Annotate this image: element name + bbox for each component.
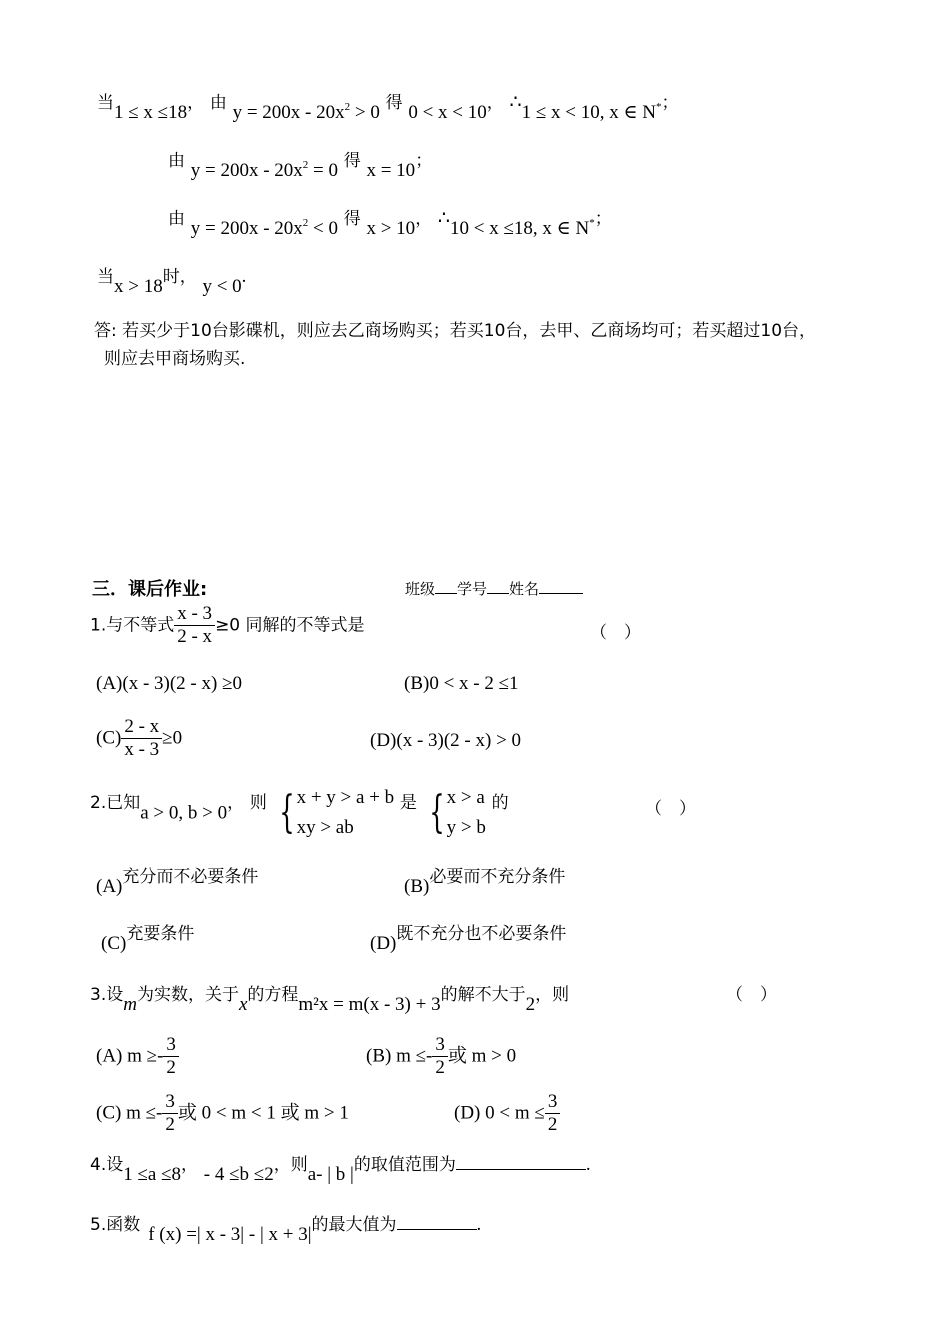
- section-header: [92, 575, 207, 601]
- math: a > 0, b > 0: [140, 802, 228, 824]
- q2-option-b[interactable]: (B)必要而不充分条件: [404, 867, 566, 897]
- math: a- | b |: [307, 1164, 354, 1185]
- id-label: 学号: [457, 580, 488, 598]
- question-3-paren[interactable]: （ ）: [726, 985, 777, 1005]
- text: .: [476, 1214, 482, 1235]
- text: 由: [209, 93, 227, 113]
- solution-line-4: [97, 262, 247, 297]
- text: 5.函数: [90, 1215, 141, 1235]
- text: ；: [415, 151, 433, 171]
- therefore-symbol: ∴: [437, 208, 451, 229]
- answer-line-2: 则应去甲商场购买.: [104, 349, 246, 369]
- math: x > 18: [114, 276, 163, 297]
- text: 当: [97, 93, 114, 113]
- question-1: [90, 603, 365, 648]
- section-title: 三．课后作业:: [92, 579, 208, 600]
- q2-option-c[interactable]: (C)充要条件: [101, 924, 195, 954]
- text: 3.设: [90, 985, 124, 1005]
- text: 4.设: [90, 1155, 124, 1175]
- question-5: [90, 1210, 482, 1245]
- student-info: [405, 578, 583, 599]
- math: 1 ≤ x ≤18: [114, 102, 188, 123]
- text: ，: [227, 793, 245, 814]
- text: 由: [168, 209, 185, 229]
- text: 得: [343, 151, 361, 171]
- q3-option-c[interactable]: (C) m ≤- $\frac{3}{2}$ 或 0 < m < 1 或 m > 1: [96, 1091, 349, 1135]
- solution-line-1: [97, 88, 679, 123]
- answer-blank[interactable]: [456, 1155, 586, 1170]
- math: m: [123, 994, 137, 1015]
- question-4: [90, 1150, 591, 1185]
- class-label: 班级: [405, 580, 436, 598]
- text: 的方程: [247, 985, 299, 1005]
- question-1-paren[interactable]: （ ）: [590, 623, 641, 643]
- text: ，则: [273, 1155, 308, 1175]
- text: ，: [486, 93, 504, 113]
- id-blank[interactable]: [487, 579, 509, 594]
- therefore-symbol: ∴: [509, 92, 522, 113]
- text: 为实数，关于: [136, 985, 239, 1005]
- text: 时，: [162, 267, 197, 287]
- q3-option-a[interactable]: (A) m ≥- $\frac{3}{2}$: [96, 1034, 179, 1079]
- q2-option-a[interactable]: (A)充分而不必要条件: [96, 867, 259, 897]
- text: ，: [415, 209, 433, 229]
- math: 0 < x < 10: [408, 102, 487, 123]
- q1-option-c[interactable]: (C) $\frac{2 - x}{x - 3}$ ≥0: [96, 716, 183, 760]
- text: 得: [385, 93, 403, 113]
- question-3: [90, 980, 570, 1015]
- math: 10 < x ≤18, x ∈ N*: [450, 217, 595, 239]
- text: 的最大值为: [311, 1215, 397, 1235]
- text: ，: [187, 93, 205, 113]
- q1-option-b[interactable]: (B)0 < x - 2 ≤1: [404, 673, 519, 694]
- text: ，: [181, 1155, 199, 1175]
- question-2: 2.已知a > 0, b > 0， 则 { x + y > a + b xy > ab 是 { x > a y > b 的: [90, 783, 509, 844]
- math: y < 0: [202, 276, 242, 297]
- text: 由: [168, 151, 185, 171]
- text: 则: [249, 793, 267, 814]
- math: $y = 200x - 20x^2 > 0$: [232, 101, 380, 123]
- text: 的: [491, 793, 509, 814]
- text: 1.与不等式: [90, 615, 175, 636]
- text: ≥0 同解的不等式是: [215, 615, 365, 636]
- name-blank[interactable]: [539, 579, 583, 594]
- text: ，则: [535, 985, 570, 1005]
- class-blank[interactable]: [435, 579, 457, 594]
- text: 的取值范围为: [353, 1155, 456, 1175]
- math: m²x = m(x - 3) + 3: [298, 994, 441, 1015]
- q3-option-b[interactable]: (B) m ≤- $\frac{3}{2}$ 或 m > 0: [366, 1034, 517, 1078]
- text: ；: [661, 93, 679, 113]
- text: 2.已知: [90, 793, 141, 814]
- text: .: [585, 1154, 591, 1175]
- system-2: x > a y > b: [446, 787, 486, 839]
- math: $y = 200x - 20x^2 = 0$: [190, 159, 338, 181]
- math: 1 ≤ x < 10, x ∈ N*: [521, 101, 662, 123]
- solution-line-3: [168, 204, 612, 239]
- math: f (x) =| x - 3| - | x + 3|: [148, 1224, 312, 1245]
- answer-blank[interactable]: [397, 1215, 477, 1230]
- q1-option-d[interactable]: (D)(x - 3)(2 - x) > 0: [370, 730, 522, 751]
- text: 是: [399, 793, 417, 814]
- q3-option-d[interactable]: (D) 0 < m ≤ $\frac{3}{2}$: [454, 1091, 560, 1136]
- answer-line-1: 答: 若买少于10台影碟机，则应去乙商场购买；若买10台，去甲、乙商场均可；若买超过10台，: [94, 321, 817, 341]
- math: $y = 200x - 20x^2 < 0$: [190, 217, 338, 239]
- text: .: [241, 266, 247, 287]
- math: x: [238, 994, 248, 1015]
- text: 得: [343, 209, 361, 229]
- name-label: 姓名: [509, 580, 540, 598]
- math: 1 ≤a ≤8: [123, 1164, 182, 1185]
- question-2-paren[interactable]: （ ）: [645, 799, 696, 819]
- math: x > 10: [366, 218, 416, 239]
- text: 当: [97, 267, 114, 287]
- solution-line-2: [168, 146, 433, 181]
- system-1: x + y > a + b xy > ab: [296, 787, 395, 839]
- text: ；: [594, 209, 612, 229]
- math: - 4 ≤b ≤2: [203, 1164, 274, 1185]
- text: 的解不大于: [440, 985, 526, 1005]
- q2-option-d[interactable]: (D)既不充分也不必要条件: [370, 924, 567, 954]
- math: x = 10: [366, 160, 416, 181]
- math: 2: [525, 994, 536, 1015]
- fraction: $\frac{x - 3}{2 - x}$: [174, 603, 215, 648]
- q1-option-a[interactable]: (A)(x - 3)(2 - x) ≥0: [96, 673, 243, 694]
